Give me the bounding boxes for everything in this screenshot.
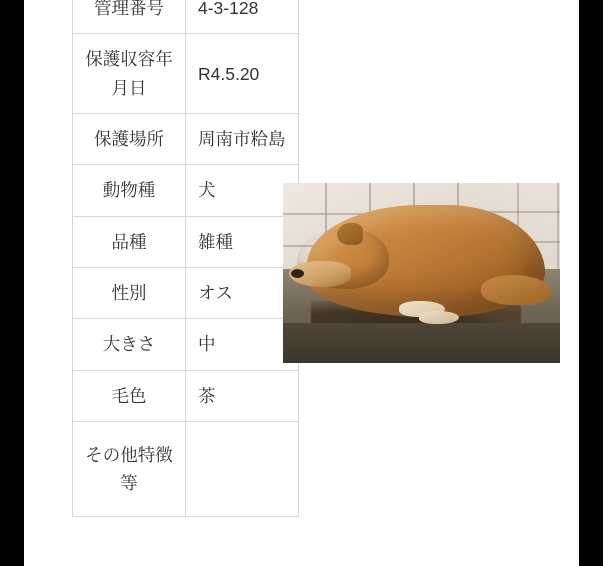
table-row xyxy=(73,34,299,114)
animal-info-table xyxy=(72,0,299,517)
row-label: 大きさ xyxy=(73,319,186,370)
dog-tail-shape xyxy=(481,275,551,305)
row-value: 雑種 xyxy=(186,216,299,267)
row-label: その他特徴等 xyxy=(73,422,186,517)
row-label: 管理番号 xyxy=(73,0,186,34)
row-value: オス xyxy=(186,268,299,319)
photo-floor-edge xyxy=(283,323,560,363)
animal-photo xyxy=(283,183,560,363)
row-value xyxy=(186,422,299,517)
table-body xyxy=(73,0,299,517)
table-row xyxy=(73,370,299,421)
document-sheet xyxy=(24,0,579,566)
row-label: 動物種 xyxy=(73,165,186,216)
row-value: 犬 xyxy=(186,165,299,216)
row-label: 毛色 xyxy=(73,370,186,421)
row-value: 茶 xyxy=(186,370,299,421)
table-row xyxy=(73,114,299,165)
row-value: 4-3-128 xyxy=(186,0,299,34)
table-row xyxy=(73,268,299,319)
row-value: 周南市粭島 xyxy=(186,114,299,165)
row-value: R4.5.20 xyxy=(186,34,299,114)
row-value: 中 xyxy=(186,319,299,370)
table-row xyxy=(73,422,299,517)
table-row xyxy=(73,0,299,34)
table-row xyxy=(73,319,299,370)
row-label: 品種 xyxy=(73,216,186,267)
dog-paw-shape-secondary xyxy=(419,311,459,324)
dog-nose-shape xyxy=(291,269,304,278)
dog-ear-shape xyxy=(337,223,363,245)
row-label: 保護収容年月日 xyxy=(73,34,186,114)
row-label: 性別 xyxy=(73,268,186,319)
table-row xyxy=(73,165,299,216)
table-row xyxy=(73,216,299,267)
row-label: 保護場所 xyxy=(73,114,186,165)
